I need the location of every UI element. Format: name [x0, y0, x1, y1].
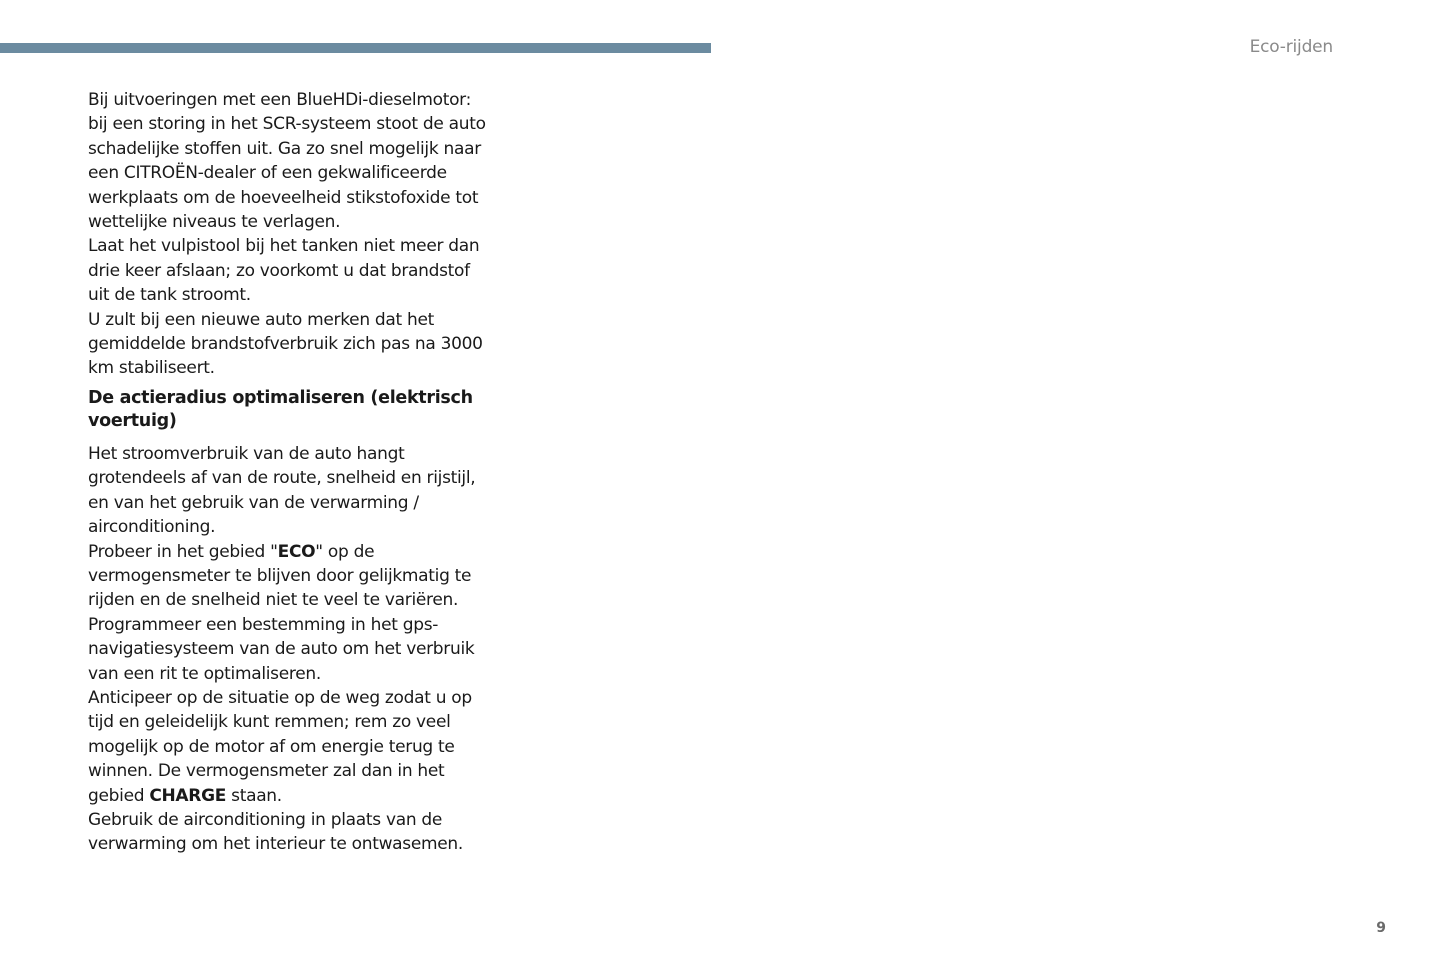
eco-text-before: Probeer in het gebied "	[88, 541, 278, 562]
paragraph-nav: Programmeer een bestemming in het gps-navigatiesysteem van de auto om het verbruik van een rit te optimaliseren.	[88, 614, 475, 684]
header-accent-bar	[0, 43, 711, 53]
charge-keyword: CHARGE	[149, 785, 227, 806]
eco-text-after: " op de vermogensmeter te blijven door gelijkmatig te rijden en de snelheid niet te veel te variëren.	[88, 541, 472, 611]
paragraph-new-car: U zult bij een nieuwe auto merken dat het gemiddelde brandstofverbruik zich pas na 3000 km stabiliseert.	[88, 309, 483, 379]
section-title: Eco-rijden	[1249, 37, 1333, 57]
paragraph-eco	[88, 540, 488, 613]
eco-keyword: ECO	[277, 541, 316, 562]
page-number: 9	[1376, 920, 1386, 936]
paragraph-aircon: Gebruik de airconditioning in plaats van de verwarming om het interieur te ontwasemen.	[88, 809, 464, 855]
paragraph-consumption: Het stroomverbruik van de auto hangt grotendeels af van de route, snelheid en rijstijl, en van het gebruik van de verwarming / airconditioning.	[88, 443, 476, 538]
paragraph-scr: bij een storing in het SCR-systeem stoot de auto schadelijke stoffen uit. Ga zo snel mogelijk naar een CITROËN-dealer of een gekwalificeerde werkplaats om de hoeveelheid stikstofoxide tot wettelijke niveaus te verlagen.	[88, 114, 486, 233]
charge-text-after: staan.	[226, 785, 282, 806]
heading-range: De actieradius optimaliseren (elektrisch voertuig)	[88, 387, 473, 432]
paragraph-fuel: Laat het vulpistool bij het tanken niet meer dan drie keer afslaan; zo voorkomt u dat brandstof uit de tank stroomt.	[88, 236, 480, 306]
paragraph-diesel: Bij uitvoeringen met een BlueHDi-dieselmotor:	[88, 90, 472, 110]
main-content	[88, 88, 488, 857]
charge-text-before: Anticipeer op de situatie op de weg zodat u op tijd en geleidelijk kunt remmen; rem zo veel mogelijk op de motor af om energie terug te winnen. De vermogensmeter zal dan in het gebied	[88, 687, 472, 806]
paragraph-charge	[88, 686, 488, 808]
